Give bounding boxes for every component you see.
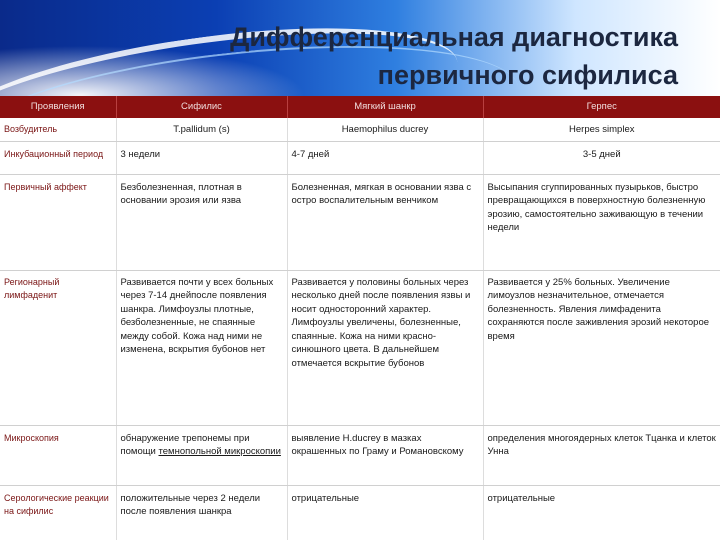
table-cell: положительные через 2 недели после появления шанкра [116,485,287,540]
underlined-term: темнопольной микроскопии [158,446,281,457]
table-cell: Болезненная, мягкая в основании язва с остро воспалительным венчиком [287,174,483,270]
row-label: Микроскопия [0,425,116,485]
table-cell: отрицательные [287,485,483,540]
table-cell: Высыпания сгуппированных пузырьков, быстро превращающихся в поверхностную болезненную эрозию, самостоятельно заживающую в течении недели [483,174,720,270]
diagnosis-table [0,96,720,540]
table-row [0,174,720,270]
table-cell: выявление H.ducrey в мазках окрашенных по Граму и Романовскому [287,425,483,485]
slide-title-line1: Дифференциальная диагностика [230,22,678,52]
column-header: Мягкий шанкр [287,96,483,118]
row-label: Серологические реакции на сифилис [0,485,116,540]
row-label: Регионарный лимфаденит [0,270,116,425]
title-banner [0,0,720,96]
table-row [0,118,720,141]
table-cell: 3 недели [116,141,287,174]
column-header: Сифилис [116,96,287,118]
table-cell: 4-7 дней [287,141,483,174]
slide-title [118,18,678,94]
table-cell: Развивается у половины больных через несколько дней после появления язвы и носит односторонний характер. Лимфоузлы увеличены, болезненные, спаянные. Кожа на ними красно-синюшного цвета. В дальнейшем отмечается вскрытие бубонов [287,270,483,425]
table-cell: Herpes simplex [483,118,720,141]
table-row [0,141,720,174]
table-cell: Безболезненная, плотная в основании эрозия или язва [116,174,287,270]
table-cell: T.pallidum (s) [116,118,287,141]
column-header: Герпес [483,96,720,118]
table-cell [116,425,287,485]
table-cell: отрицательные [483,485,720,540]
table-cell: Развивается у 25% больных. Увеличение лимоузлов незначительное, отмечается болезненность. Явления лимфаденита сохраняются после заживления эрозий некоторое время [483,270,720,425]
row-label: Возбудитель [0,118,116,141]
column-header: Проявления [0,96,116,118]
cell-text: обнаружение трепонемы при помощи [120,432,250,457]
row-label: Инкубационный период [0,141,116,174]
table-row [0,425,720,485]
table-cell: Развивается почти у всех больных через 7-14 днейпосле появления шанкра. Лимфоузлы плотные, безболезненные, не спаянные между собой. Кожа над ними не изменена, вскрытия бубонов нет [116,270,287,425]
table-row [0,485,720,540]
table-row [0,270,720,425]
row-label: Первичный аффект [0,174,116,270]
table-cell: Haemophilus ducrey [287,118,483,141]
table-header-row [0,96,720,118]
slide-title-line2: первичного сифилиса [377,60,678,90]
table-cell: 3-5 дней [483,141,720,174]
table-cell: определения многоядерных клеток Тцанка и клеток Унна [483,425,720,485]
